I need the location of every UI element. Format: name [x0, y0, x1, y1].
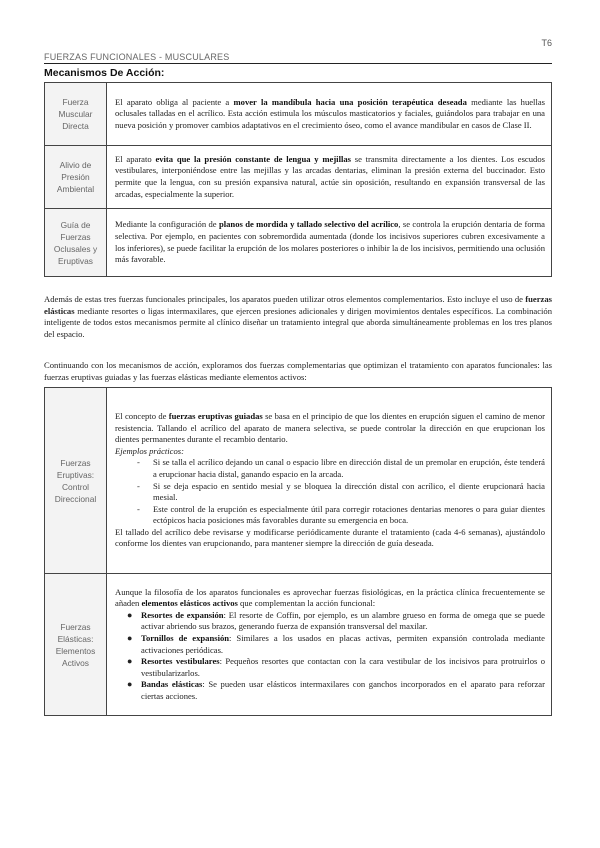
list-item: - Si se deja espacio en sentido mesial y se bloquea la dirección distal con acrílico, el diente erupcionará hacia mesial.	[137, 481, 545, 504]
row-description	[107, 388, 552, 574]
section-title: Mecanismos De Acción:	[44, 67, 165, 79]
table-row	[45, 209, 552, 277]
table-row	[45, 388, 552, 574]
row-label-pressure-relief: Alivio de Presión Ambiental	[45, 146, 107, 209]
elastic-elements-list	[125, 610, 545, 703]
list-item: ● Resortes de expansión: El resorte de Coffin, por ejemplo, es un alambre grueso en forma de omega que se puede activar abriendo sus brazos, generando fuerza de expansión transversal del maxilar.	[127, 609, 545, 632]
mechanisms-table	[44, 82, 552, 277]
eruptive-closing: El tallado del acrílico debe revisarse y modificarse periódicamente durante el tratamiento (cada 4-6 semanas), ajustándolo conforme los dientes van erupcionando, para mantener siempre la dirección de guía deseada.	[115, 526, 545, 549]
list-item: - Si se talla el acrílico dejando un canal o espacio libre en dirección distal de un premolar en erupción, éste tenderá a erupcionar hacia distal, ganando espacio en la arcada.	[137, 457, 545, 480]
row-label-occlusal-guide: Guía de Fuerzas Oclusales y Eruptivas	[45, 209, 107, 277]
running-head: FUERZAS FUNCIONALES - MUSCULARES	[44, 52, 552, 64]
table-row	[45, 146, 552, 209]
intro-paragraph: Continuando con los mecanismos de acción, exploramos dos fuerzas complementarias que optimizan el tratamiento con aparatos funcionales: las fuerzas eruptivas guiadas y las fuerzas elásticas mediante elementos activos:	[44, 360, 552, 382]
list-item: ● Tornillos de expansión: Similares a los usados en placas activas, permiten expansión controlada mediante activaciones periódicas.	[127, 632, 545, 655]
list-item: ● Bandas elásticas: Se pueden usar elásticos intermaxilares con ganchos incorporados en el aparato para reforzar ciertas acciones.	[127, 679, 545, 701]
row-description: El aparato evita que la presión constante de lengua y mejillas se transmita directamente a los dientes. Los escudos vestibulares, interponiéndose entre las mejillas y las arcadas dentarias, eliminan la presión externa del buccinador. Esto permite que la lengua, con su presión expansiva natural, actúe sin oposición, resultando en expansión transversal de las arcadas, especialmente la superior.	[107, 146, 552, 209]
row-label-elastic-forces: Fuerzas Elásticas: Elementos Activos	[45, 574, 107, 716]
bullet-icon: ●	[127, 632, 133, 643]
eruptive-intro: El concepto de fuerzas eruptivas guiadas se basa en el principio de que los dientes en erupción siguen el camino de menor resistencia. Tallando el acrílico del aparato de manera selectiva, se puede controlar la dirección en que erupcionan los dientes permanentes durante el recambio dentario.	[115, 410, 545, 445]
row-description: Mediante la configuración de planos de mordida y tallado selectivo del acrílico, se controla la erupción dentaria de forma selectiva. Por ejemplo, en pacientes con sobremordida aumentada (donde los incisivos superiores cubren excesivamente a los inferiores), se puede facilitar la erupción de los molares posteriores o inhibir la de los incisivos, permitiendo una oclusión más favorable.	[107, 209, 552, 277]
examples-list	[137, 457, 545, 527]
row-description	[107, 574, 552, 716]
elastic-intro: Aunque la filosofía de los aparatos funcionales es aprovechar fuerzas fisiológicas, en la práctica clínica frecuentemente se añaden elementos elásticos activos que complementan la acción funcional:	[115, 586, 545, 609]
row-label-eruptive-forces: Fuerzas Eruptivas: Control Direccional	[45, 388, 107, 574]
table-row	[45, 83, 552, 146]
list-item: ● Resortes vestibulares: Pequeños resortes que contactan con la cara vestibular de los incisivos para protruirlos o vestibularizarlos.	[127, 656, 545, 678]
list-item: - Este control de la erupción es especialmente útil para corregir rotaciones dentarias menores o para guiar dientes ectópicos hacia posiciones más favorables durante su emergencia en boca.	[137, 504, 545, 527]
complementary-paragraph: Además de estas tres fuerzas funcionales principales, los aparatos pueden utilizar otros elementos complementarios. Esto incluye el uso de fuerzas elásticas mediante resortes o ligas intermaxilares, que ejercen presiones adicionales y dirigen movimientos dentales específicos. La combinación inteligente de todos estos mecanismos permite al clínico diseñar un tratamiento integral que aborda simultáneamente problemas en los tres planos del espacio.	[44, 294, 552, 339]
bullet-icon: ●	[127, 609, 133, 620]
table-row	[45, 574, 552, 716]
bullet-icon: ●	[127, 656, 133, 667]
row-label-direct-force: Fuerza Muscular Directa	[45, 83, 107, 146]
bullet-icon: ●	[127, 679, 133, 690]
complementary-forces-table	[44, 387, 552, 716]
row-description: El aparato obliga al paciente a mover la mandíbula hacia una posición terapéutica deseada mediante las huellas oclusales talladas en el acrílico. Esta acción estimula los músculos masticatorios y faciales, guiándolos para trabajar en una nueva posición y promover cambios adaptativos en el crecimiento óseo, como el avance mandibular en casos de Clase II.	[107, 83, 552, 146]
page-number: T6	[541, 38, 552, 48]
examples-title: Ejemplos prácticos:	[115, 445, 184, 456]
